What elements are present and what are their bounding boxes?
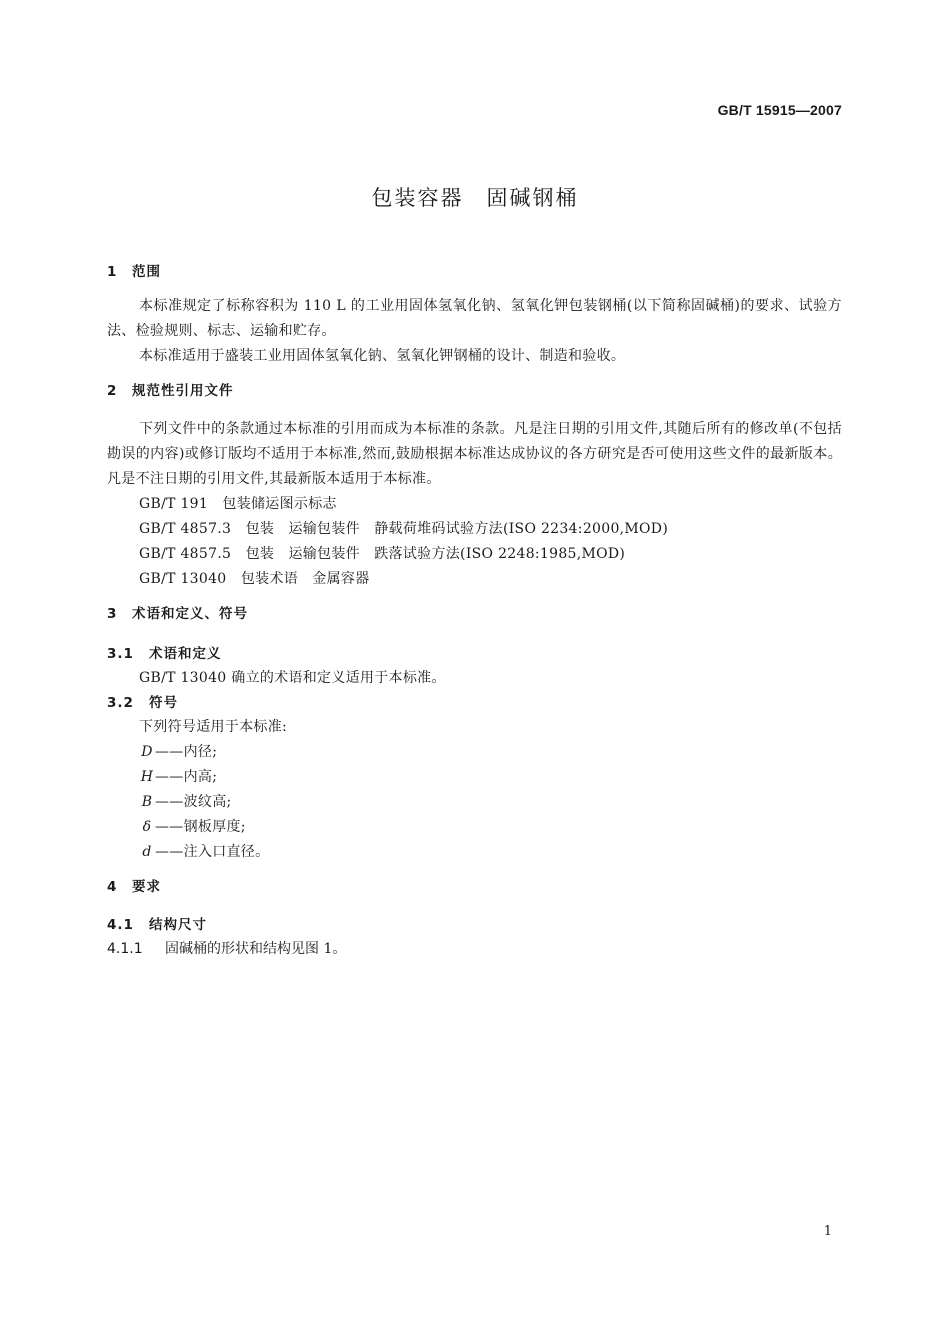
symbol: d [142,844,152,860]
section-3-heading [107,604,842,624]
symbol: B [141,794,153,810]
clause-text: 固碱桶的形状和结构见图 1。 [165,941,347,957]
symbol-item [107,840,842,865]
document-title: 包装容器 固碱钢桶 [371,186,579,210]
symbol-item [107,740,842,765]
reference-item: GB/T 4857.5 包装 运输包装件 跌落试验方法(ISO 2248:1985,MOD) [139,546,626,562]
symbol-description: ——内径; [155,744,218,760]
symbol-item [107,790,842,815]
subsection-3-1-heading [107,642,842,666]
section-number: 4 [107,879,118,895]
clause-number: 4.1.1 [107,941,143,957]
symbol: D [141,744,153,760]
paragraph: 本标准适用于盛装工业用固体氢氧化钠、氢氧化钾钢桶的设计、制造和验收。 [139,348,626,364]
subsection-3-2-heading [107,691,842,715]
subsection-title: 符号 [149,695,178,711]
standard-code: GB/T 15915—2007 [717,102,842,118]
subsection-title: 结构尺寸 [149,917,207,933]
page-number: 1 [823,1224,832,1239]
symbol-item [107,765,842,790]
section-number: 1 [107,264,118,280]
paragraph: 下列文件中的条款通过本标准的引用而成为本标准的条款。凡是注日期的引用文件,其随后所有的修改单(不包括勘误的内容)或修订版均不适用于本标准,然而,鼓励根据本标准达成协议的各方研究是否可使用这些文件的最新版本。凡是不注日期的引用文件,其最新版本适用于本标准。 [107,421,842,487]
section-title: 范围 [132,264,161,280]
subsection-number: 3.2 [107,695,134,711]
symbol: H [140,769,154,785]
section-title: 要求 [132,879,161,895]
symbol-description: ——钢板厚度; [155,819,246,835]
reference-item: GB/T 191 包装储运图示标志 [139,496,337,512]
section-1-heading [107,262,842,282]
section-2-heading [107,381,842,401]
reference-item: GB/T 4857.3 包装 运输包装件 静载荷堆码试验方法(ISO 2234:2000,MOD) [139,521,669,537]
subsection-number: 3.1 [107,646,134,662]
section-title: 术语和定义、符号 [132,606,248,622]
document-body [107,262,842,961]
symbol: δ [142,819,152,835]
symbols-intro: 下列符号适用于本标准: [139,719,288,735]
symbol-description: ——内高; [155,769,218,785]
clause-4-1-1 [107,937,842,961]
section-number: 3 [107,606,118,622]
symbol-description: ——波纹高; [155,794,232,810]
subsection-number: 4.1 [107,917,134,933]
section-number: 2 [107,383,118,399]
symbol-item [107,815,842,840]
section-4-heading [107,877,842,897]
paragraph: 本标准规定了标称容积为 110 L 的工业用固体氢氧化钠、氢氧化钾包装钢桶(以下简称固碱桶)的要求、试验方法、检验规则、标志、运输和贮存。 [107,298,842,339]
subsection-title: 术语和定义 [149,646,222,662]
paragraph: GB/T 13040 确立的术语和定义适用于本标准。 [139,670,446,686]
subsection-4-1-heading [107,913,842,937]
symbol-description: ——注入口直径。 [155,844,270,860]
reference-item: GB/T 13040 包装术语 金属容器 [139,571,370,587]
section-title: 规范性引用文件 [132,383,234,399]
